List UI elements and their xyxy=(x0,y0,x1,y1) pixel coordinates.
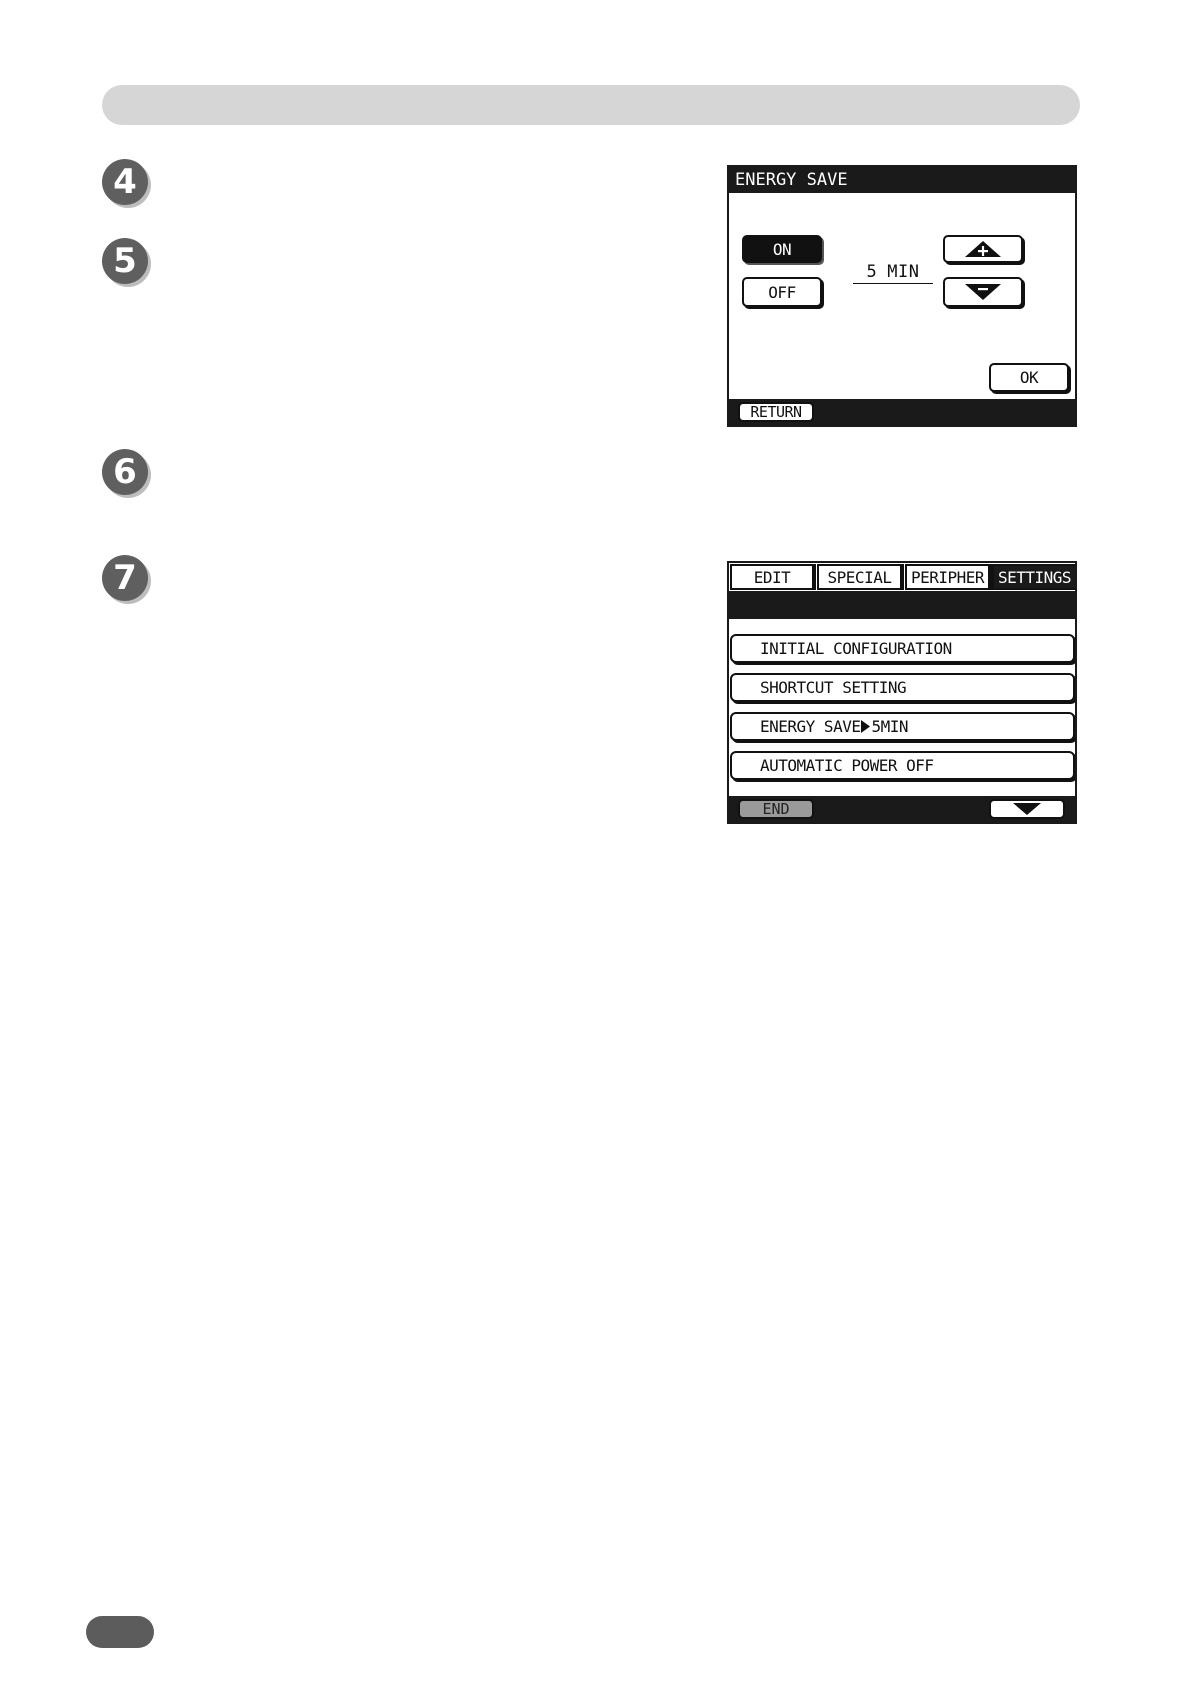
next-page-button[interactable] xyxy=(989,799,1065,819)
tab-settings[interactable]: SETTINGS xyxy=(992,564,1077,590)
page-number-tab xyxy=(86,1616,154,1648)
down-arrow-icon xyxy=(1012,802,1042,816)
menu-item-energy-save[interactable] xyxy=(730,712,1075,741)
screen-footer xyxy=(729,796,1075,822)
play-triangle-icon xyxy=(861,720,870,733)
tab-peripher[interactable]: PERIPHER xyxy=(905,564,990,590)
menu-item-value: 5MIN xyxy=(871,717,908,736)
step-6-badge: 6 xyxy=(102,449,148,495)
menu-item-label: SHORTCUT SETTING xyxy=(760,678,907,697)
menu-item-label: AUTOMATIC POWER OFF xyxy=(760,756,934,775)
increase-button[interactable] xyxy=(943,235,1023,263)
time-unit: MIN xyxy=(887,262,920,282)
ok-button[interactable]: OK xyxy=(989,363,1069,392)
settings-screen xyxy=(727,561,1077,824)
menu-item-label: INITIAL CONFIGURATION xyxy=(760,639,952,658)
tab-bar xyxy=(729,563,1075,591)
header-bar xyxy=(102,85,1080,125)
menu-item-initial-configuration[interactable] xyxy=(730,634,1075,663)
step-7-badge: 7 xyxy=(102,555,148,601)
down-minus-icon xyxy=(964,283,1002,301)
menu-item-label: ENERGY SAVE xyxy=(760,717,861,736)
screen-footer xyxy=(729,399,1075,425)
end-button[interactable]: END xyxy=(738,799,814,819)
decrease-button[interactable] xyxy=(943,277,1023,307)
energy-save-screen xyxy=(727,165,1077,427)
header-band xyxy=(729,591,1075,619)
time-number: 5 xyxy=(866,262,878,282)
up-plus-icon xyxy=(964,240,1002,258)
time-display xyxy=(853,261,933,284)
screen-title: ENERGY SAVE xyxy=(729,167,1075,193)
step-4-badge: 4 xyxy=(102,159,148,205)
step-5-badge: 5 xyxy=(102,238,148,284)
menu-item-automatic-power-off[interactable] xyxy=(730,751,1075,780)
menu-item-shortcut-setting[interactable] xyxy=(730,673,1075,702)
tab-edit[interactable]: EDIT xyxy=(730,564,814,590)
return-button[interactable]: RETURN xyxy=(738,402,814,422)
off-button[interactable]: OFF xyxy=(742,277,822,307)
tab-special[interactable]: SPECIAL xyxy=(817,564,902,590)
on-button[interactable]: ON xyxy=(742,235,822,263)
